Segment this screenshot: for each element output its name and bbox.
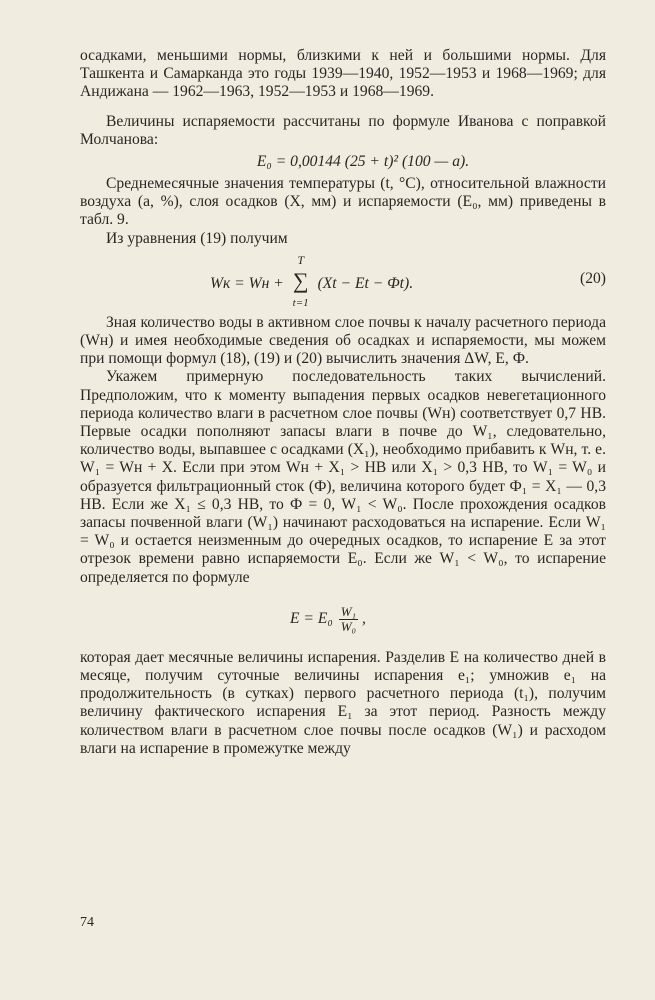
formula-e xyxy=(80,587,606,649)
equation-number: (20) xyxy=(580,269,606,287)
sum-upper-limit: T xyxy=(297,252,305,267)
formula-e-expression xyxy=(290,605,366,634)
paragraph-2: Величины испаряемости рассчитаны по формуле Иванова с поправкой Молчанова: xyxy=(80,112,606,148)
formula-20-lhs: Wк = Wн + xyxy=(210,274,284,292)
paragraph-4: Из уравнения (19) получим xyxy=(106,229,288,247)
formula-e-lhs: E = E₀ xyxy=(290,609,333,627)
formula-20 xyxy=(80,248,606,314)
paragraph-6: Укажем примерную последовательность таких вычислений. Предположим, что к моменту выпадения первых осадков невегетационного периода количество влаги в расчетном слое почвы (Wн) соответствует 0,7 НВ. Первые осадки пополняют запасы влаги в почве до W₁, следовательно, количество воды, выпавшее с осадками (X₁), необходимо прибавить к Wн, т. е. W₁ = Wн + X. Если при этом Wн + X₁ > НВ или X₁ > 0,3 НВ, то W₁ = W₀ и образуется фильтрационный сток (Ф), величина которого будет Ф₁ = X₁ — 0,3 НВ. Если же X₁ ≤ 0,3 НВ, то Ф = 0, W₁ < W₀. После прохождения осадков запасы почвенной влаги (W₁) начинают расходоваться на испарение. Если W₁ = W₀ и остается неизменным до очередных осадков, то испарение E за этот отрезок времени равно испаряемости E₀. Если же W₁ < W₀, то испарение определяется по формуле xyxy=(80,368,606,586)
paragraph-3: Среднемесячные значения температуры (t, °С), относительной влажности воздуха (a, %), слоя осадков (X, мм) и испаряемости (E₀, мм) приведены в табл. 9. xyxy=(80,175,606,229)
fraction xyxy=(339,605,358,634)
page-body xyxy=(80,47,606,758)
formula-e-tail: , xyxy=(361,609,366,627)
fraction-numerator: W₁ xyxy=(340,603,357,619)
paragraph-1: осадками, меньшими нормы, близкими к ней и большими нормы. Для Ташкента и Самарканда это годы 1939—1940, 1952—1953 и 1968—1969; для Андижана — 1962—1963, 1952—1953 и 1968—1969. xyxy=(80,47,606,101)
sum-lower-limit: t=1 xyxy=(292,296,309,309)
paragraph-5: Зная количество воды в активном слое почвы к началу расчетного периода (Wн) и имея необходимые сведения об осадках и испаряемости, мы можем при помощи формул (18), (19) и (20) вычислить значения ΔW, E, Ф. xyxy=(80,313,606,368)
paragraph-7: которая дает месячные величины испарения. Разделив E на количество дней в месяце, получим суточные величины испарения e₁; умножив e₁ на продолжительность (в сутках) первого расчетного периода (t₁), получим величину фактического испарения E₁ за этот период. Разность между количеством влаги в расчетном слое почвы после осадков (W₁) и расходом влаги на испарение в промежутке между xyxy=(80,648,606,757)
page-number: 74 xyxy=(80,915,94,930)
fraction-denominator: W₀ xyxy=(340,618,357,634)
formula-20-rhs: (Xt − Et − Фt). xyxy=(317,274,414,292)
sum-symbol: T ∑ t=1 xyxy=(288,270,314,293)
formula-20-expression xyxy=(210,252,414,309)
formula-e0: E₀ = 0,00144 (25 + t)² (100 — a). xyxy=(256,153,470,171)
